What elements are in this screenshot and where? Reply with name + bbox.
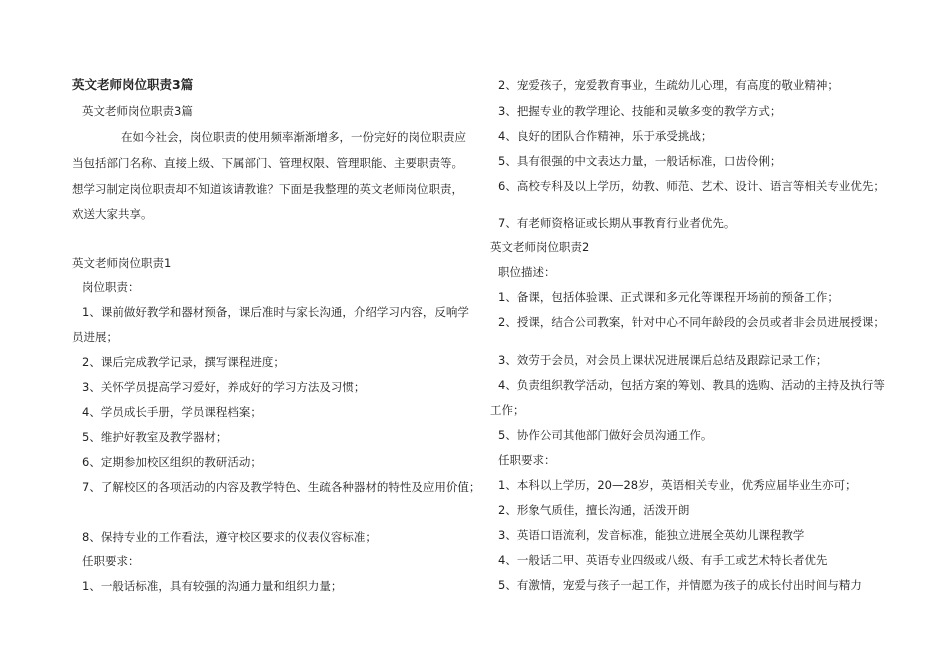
section-2-heading: 英文老师岗位职责2 <box>490 240 590 254</box>
requirement-5: 5、具有很强的中文表达力量，一般话标准，口齿伶俐； <box>498 154 782 168</box>
requirements-heading-2: 任职要求： <box>498 453 556 467</box>
duties-heading: 岗位职责： <box>82 280 140 294</box>
description-4-line-2: 工作； <box>490 403 525 417</box>
intro-line-4: 欢送大家共享。 <box>72 207 153 221</box>
intro-line-2: 当包括部门名称、直接上级、下属部门、管理权限、管理职能、主要职责等。 <box>72 156 463 170</box>
job-description-heading: 职位描述： <box>498 265 556 279</box>
description-2: 2、授课，结合公司教案，针对中心不同年龄段的会员或者非会员进展授课； <box>498 315 885 329</box>
requirement-4: 4、良好的团队合作精神，乐于承受挑战； <box>498 129 713 143</box>
qualification-4: 4、一般话二甲、英语专业四级或八级、有手工或艺术特长者优先 <box>498 553 828 567</box>
document-subtitle: 英文老师岗位职责3篇 <box>82 104 193 118</box>
requirement-3: 3、把握专业的教学理论、技能和灵敏多变的教学方式； <box>498 104 782 118</box>
qualification-2: 2、形象气质佳，擅长沟通，活泼开朗 <box>498 503 690 517</box>
duty-6: 6、定期参加校区组织的教研活动； <box>82 455 262 469</box>
right-column <box>475 0 950 672</box>
requirement-2: 2、宠爱孩子，宠爱教育事业，生疏幼儿心理，有高度的敬业精神； <box>498 78 839 92</box>
duty-4: 4、学员成长手册，学员课程档案； <box>82 405 262 419</box>
duty-8: 8、保持专业的工作看法，遵守校区要求的仪表仪容标准； <box>82 530 377 544</box>
duty-2: 2、课后完成教学记录，撰写课程进度； <box>82 355 285 369</box>
description-3: 3、效劳于会员，对会员上课状况进展课后总结及跟踪记录工作； <box>498 353 828 367</box>
duty-7: 7、了解校区的各项活动的内容及教学特色、生疏各种器材的特性及应用价值； <box>82 480 481 494</box>
qualification-5: 5、有激情，宠爱与孩子一起工作，并情愿为孩子的成长付出时间与精力 <box>498 578 862 592</box>
intro-line-3: 想学习制定岗位职责却不知道该请教谁？下面是我整理的英文老师岗位职责， <box>72 182 463 196</box>
description-1: 1、备课，包括体验课、正式课和多元化等课程开场前的预备工作； <box>498 290 839 304</box>
requirement-6: 6、高校专科及以上学历，幼教、师范、艺术、设计、语言等相关专业优先； <box>498 179 885 193</box>
requirements-heading: 任职要求： <box>82 554 140 568</box>
document-title: 英文老师岗位职责3篇 <box>72 77 194 92</box>
requirement-1: 1、一般话标准，具有较强的沟通力量和组织力量； <box>82 579 343 593</box>
duty-5: 5、维护好教室及教学器材； <box>82 430 228 444</box>
requirement-7: 7、有老师资格证或长期从事教育行业者优先。 <box>498 216 736 230</box>
description-4-line-1: 4、负责组织教学活动，包括方案的筹划、教具的选购、活动的主持及执行等 <box>498 378 885 392</box>
qualification-1: 1、本科以上学历，20—28岁，英语相关专业，优秀应届毕业生亦可； <box>498 478 857 492</box>
intro-line-1: 在如今社会，岗位职责的使用频率渐渐增多，一份完好的岗位职责应 <box>121 130 466 144</box>
duty-3: 3、关怀学员提高学习爱好，养成好的学习方法及习惯； <box>82 380 366 394</box>
qualification-3: 3、英语口语流利，发音标准，能独立进展全英幼儿课程教学 <box>498 528 805 542</box>
description-5: 5、协作公司其他部门做好会员沟通工作。 <box>498 428 713 442</box>
duty-1-line-1: 1、课前做好教学和器材预备，课后准时与家长沟通，介绍学习内容，反响学 <box>82 305 469 319</box>
section-1-heading: 英文老师岗位职责1 <box>72 256 172 270</box>
duty-1-line-2: 员进展； <box>72 330 118 344</box>
